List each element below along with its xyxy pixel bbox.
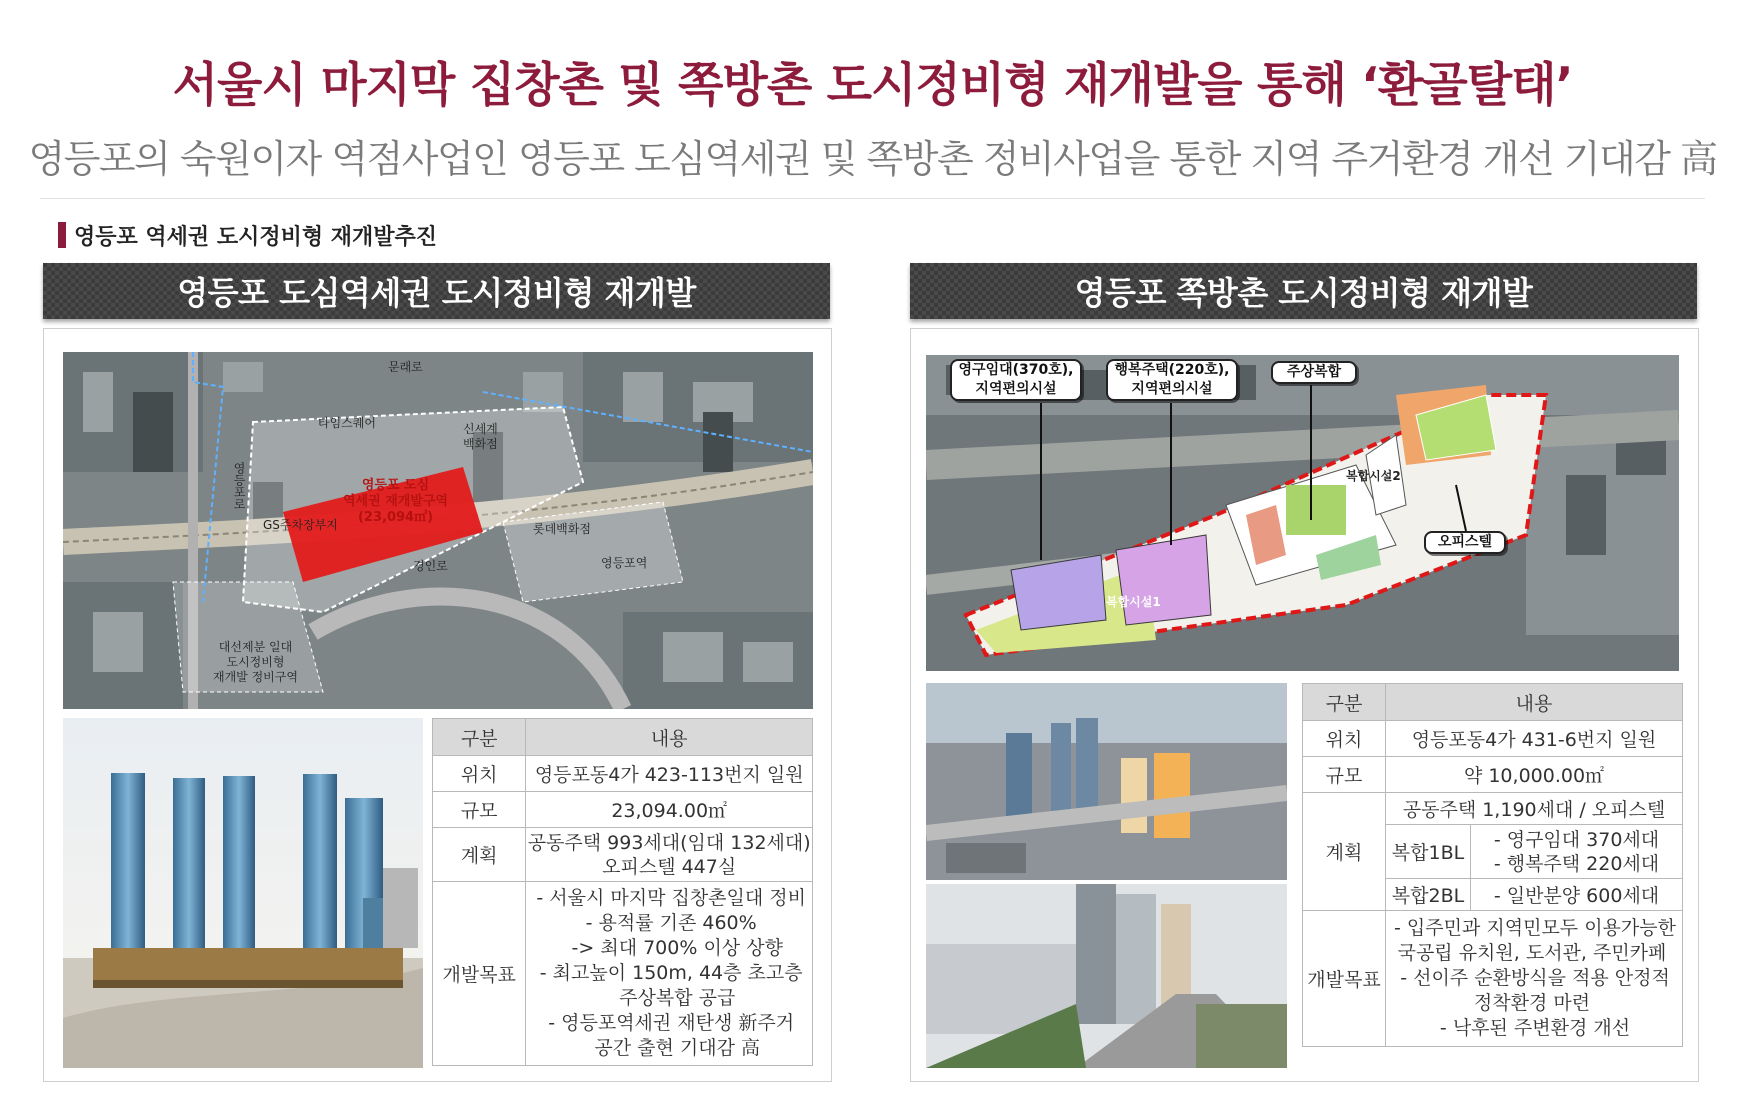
right-table-goals [1386, 911, 1683, 1047]
right-goal-item: - 선이주 순환방식을 적용 안정적 [1394, 967, 1670, 989]
map-label-daesun-1: 대선제분 일대 [218, 640, 293, 654]
callout-mixed-use: 주상복합 [1271, 361, 1357, 384]
map-label-shinsegae-2: 백화점 [463, 437, 498, 451]
callout-c2-line1: 행복주택(220호), [1114, 362, 1230, 378]
left-goal-item: - 영등포역세권 재탄생 新주거 [548, 1012, 795, 1034]
left-table-scale: 23,094.00㎡ [526, 792, 813, 828]
map-label-station: 영등포역 [601, 556, 648, 570]
map-label-shinsegae [463, 422, 498, 452]
map-label-ro: 영등포로 [232, 462, 246, 510]
left-goal-item: 주상복합 공급 [607, 987, 736, 1009]
left-table-plan-line1: 공동주택 993세대(임대 132세대) [527, 831, 811, 854]
page-title: 서울시 마지막 집창촌 및 쪽방촌 도시정비형 재개발을 통해 ‘환골탈태’ [172, 58, 1573, 113]
right-render-aerial [926, 683, 1287, 880]
left-building-render [63, 718, 423, 1068]
right-table-plan-summary: 공동주택 1,190세대 / 오피스텔 [1386, 793, 1683, 825]
right-table-scale-label: 규모 [1303, 757, 1386, 793]
header-divider [40, 198, 1705, 199]
left-table-location-label: 위치 [433, 756, 526, 792]
left-table-scale-label: 규모 [433, 792, 526, 828]
map-label-lotte: 롯데백화점 [533, 522, 591, 536]
page-subtitle: 영등포의 숙원이자 역점사업인 영등포 도심역세권 및 쪽방촌 정비사업을 통한 지역 주거환경 개선 기대감 高 [28, 137, 1717, 181]
right-goal-item: - 입주민과 지역민모두 이용가능한 [1388, 917, 1676, 939]
right-table-bl1-label: 복합1BL [1386, 825, 1471, 879]
left-aerial-map [63, 352, 813, 709]
map-label-timesquare: 타임스퀘어 [318, 416, 376, 430]
map-label-daesun [213, 640, 298, 685]
left-table-plan [526, 828, 813, 882]
callout-c1-line2: 지역편의시설 [975, 381, 1057, 397]
right-table-bl2: - 일반분양 600세대 [1471, 879, 1683, 911]
right-table-bl2-label: 복합2BL [1386, 879, 1471, 911]
map-label-zone-1: 영등포 도심 [361, 478, 430, 493]
section-label [58, 222, 437, 248]
right-goal-item: 국공립 유치원, 도서관, 주민카페 [1397, 942, 1667, 964]
site-tag-complex-2: 복합시설2 [1346, 469, 1401, 483]
section-label-text: 영등포 역세권 도시정비형 재개발추진 [74, 224, 438, 250]
map-label-gyeongin: 경인로 [413, 559, 448, 573]
left-goal-item: -> 최대 700% 이상 상향 [559, 937, 783, 959]
right-table-location-label: 위치 [1303, 721, 1386, 757]
map-label-zone-2: 역세권 재개발구역 [343, 494, 448, 509]
left-goal-item: - 서울시 마지막 집창촌일대 정비 [536, 887, 806, 909]
right-table-plan-label: 계획 [1303, 793, 1386, 911]
left-goal-item: 공간 출현 기대감 高 [582, 1037, 761, 1059]
left-goal-item: - 최고높이 150m, 44층 초고층 [539, 962, 803, 984]
callout-c2-line2: 지역편의시설 [1131, 381, 1213, 397]
map-label-munrae: 문래로 [388, 360, 423, 374]
right-goal-item: 정착환경 마련 [1473, 992, 1591, 1014]
left-info-table [432, 718, 813, 1066]
right-banner: 영등포 쪽방촌 도시정비형 재개발 [910, 263, 1697, 319]
callout-c1-line1: 영구임대(370호), [958, 362, 1074, 378]
left-table-header-category: 구분 [433, 719, 526, 756]
left-table-goals [526, 882, 813, 1066]
right-render-street [926, 884, 1287, 1068]
right-table-header-content: 내용 [1386, 684, 1683, 721]
left-table-header-content: 내용 [526, 719, 813, 756]
map-label-zone [343, 478, 448, 526]
site-tag-complex-1: 복합시설1 [1106, 595, 1161, 609]
map-label-gs: GS주차장부지 [263, 518, 338, 532]
left-table-goal-label: 개발목표 [433, 882, 526, 1066]
right-table-goal-label: 개발목표 [1303, 911, 1386, 1047]
left-table-plan-label: 계획 [433, 828, 526, 882]
right-goal-item: - 낙후된 주변환경 개선 [1433, 1017, 1631, 1039]
map-label-daesun-2: 도시정비형 [226, 655, 285, 669]
callout-officetel: 오피스텔 [1424, 531, 1506, 554]
section-marker [58, 222, 66, 248]
left-goal-item: - 용적률 기존 460% [585, 912, 757, 934]
right-info-table [1302, 683, 1683, 1047]
right-table-bl1-line1: - 영구임대 370세대 [1493, 828, 1660, 851]
right-table-scale: 약 10,000.00㎡ [1386, 757, 1683, 793]
map-label-shinsegae-1: 신세계 [463, 422, 498, 436]
right-table-header-category: 구분 [1303, 684, 1386, 721]
left-banner: 영등포 도심역세권 도시정비형 재개발 [43, 263, 830, 319]
right-table-location: 영등포동4가 431-6번지 일원 [1386, 721, 1683, 757]
right-site-plan [926, 355, 1679, 671]
map-label-zone-3: (23,094㎡) [357, 510, 434, 525]
map-label-daesun-3: 재개발 정비구역 [213, 670, 298, 684]
left-table-plan-line2: 오피스텔 447실 [602, 855, 737, 878]
right-table-bl1 [1471, 825, 1683, 879]
right-table-bl1-line2: - 행복주택 220세대 [1493, 852, 1660, 875]
left-table-location: 영등포동4가 423-113번지 일원 [526, 756, 813, 792]
